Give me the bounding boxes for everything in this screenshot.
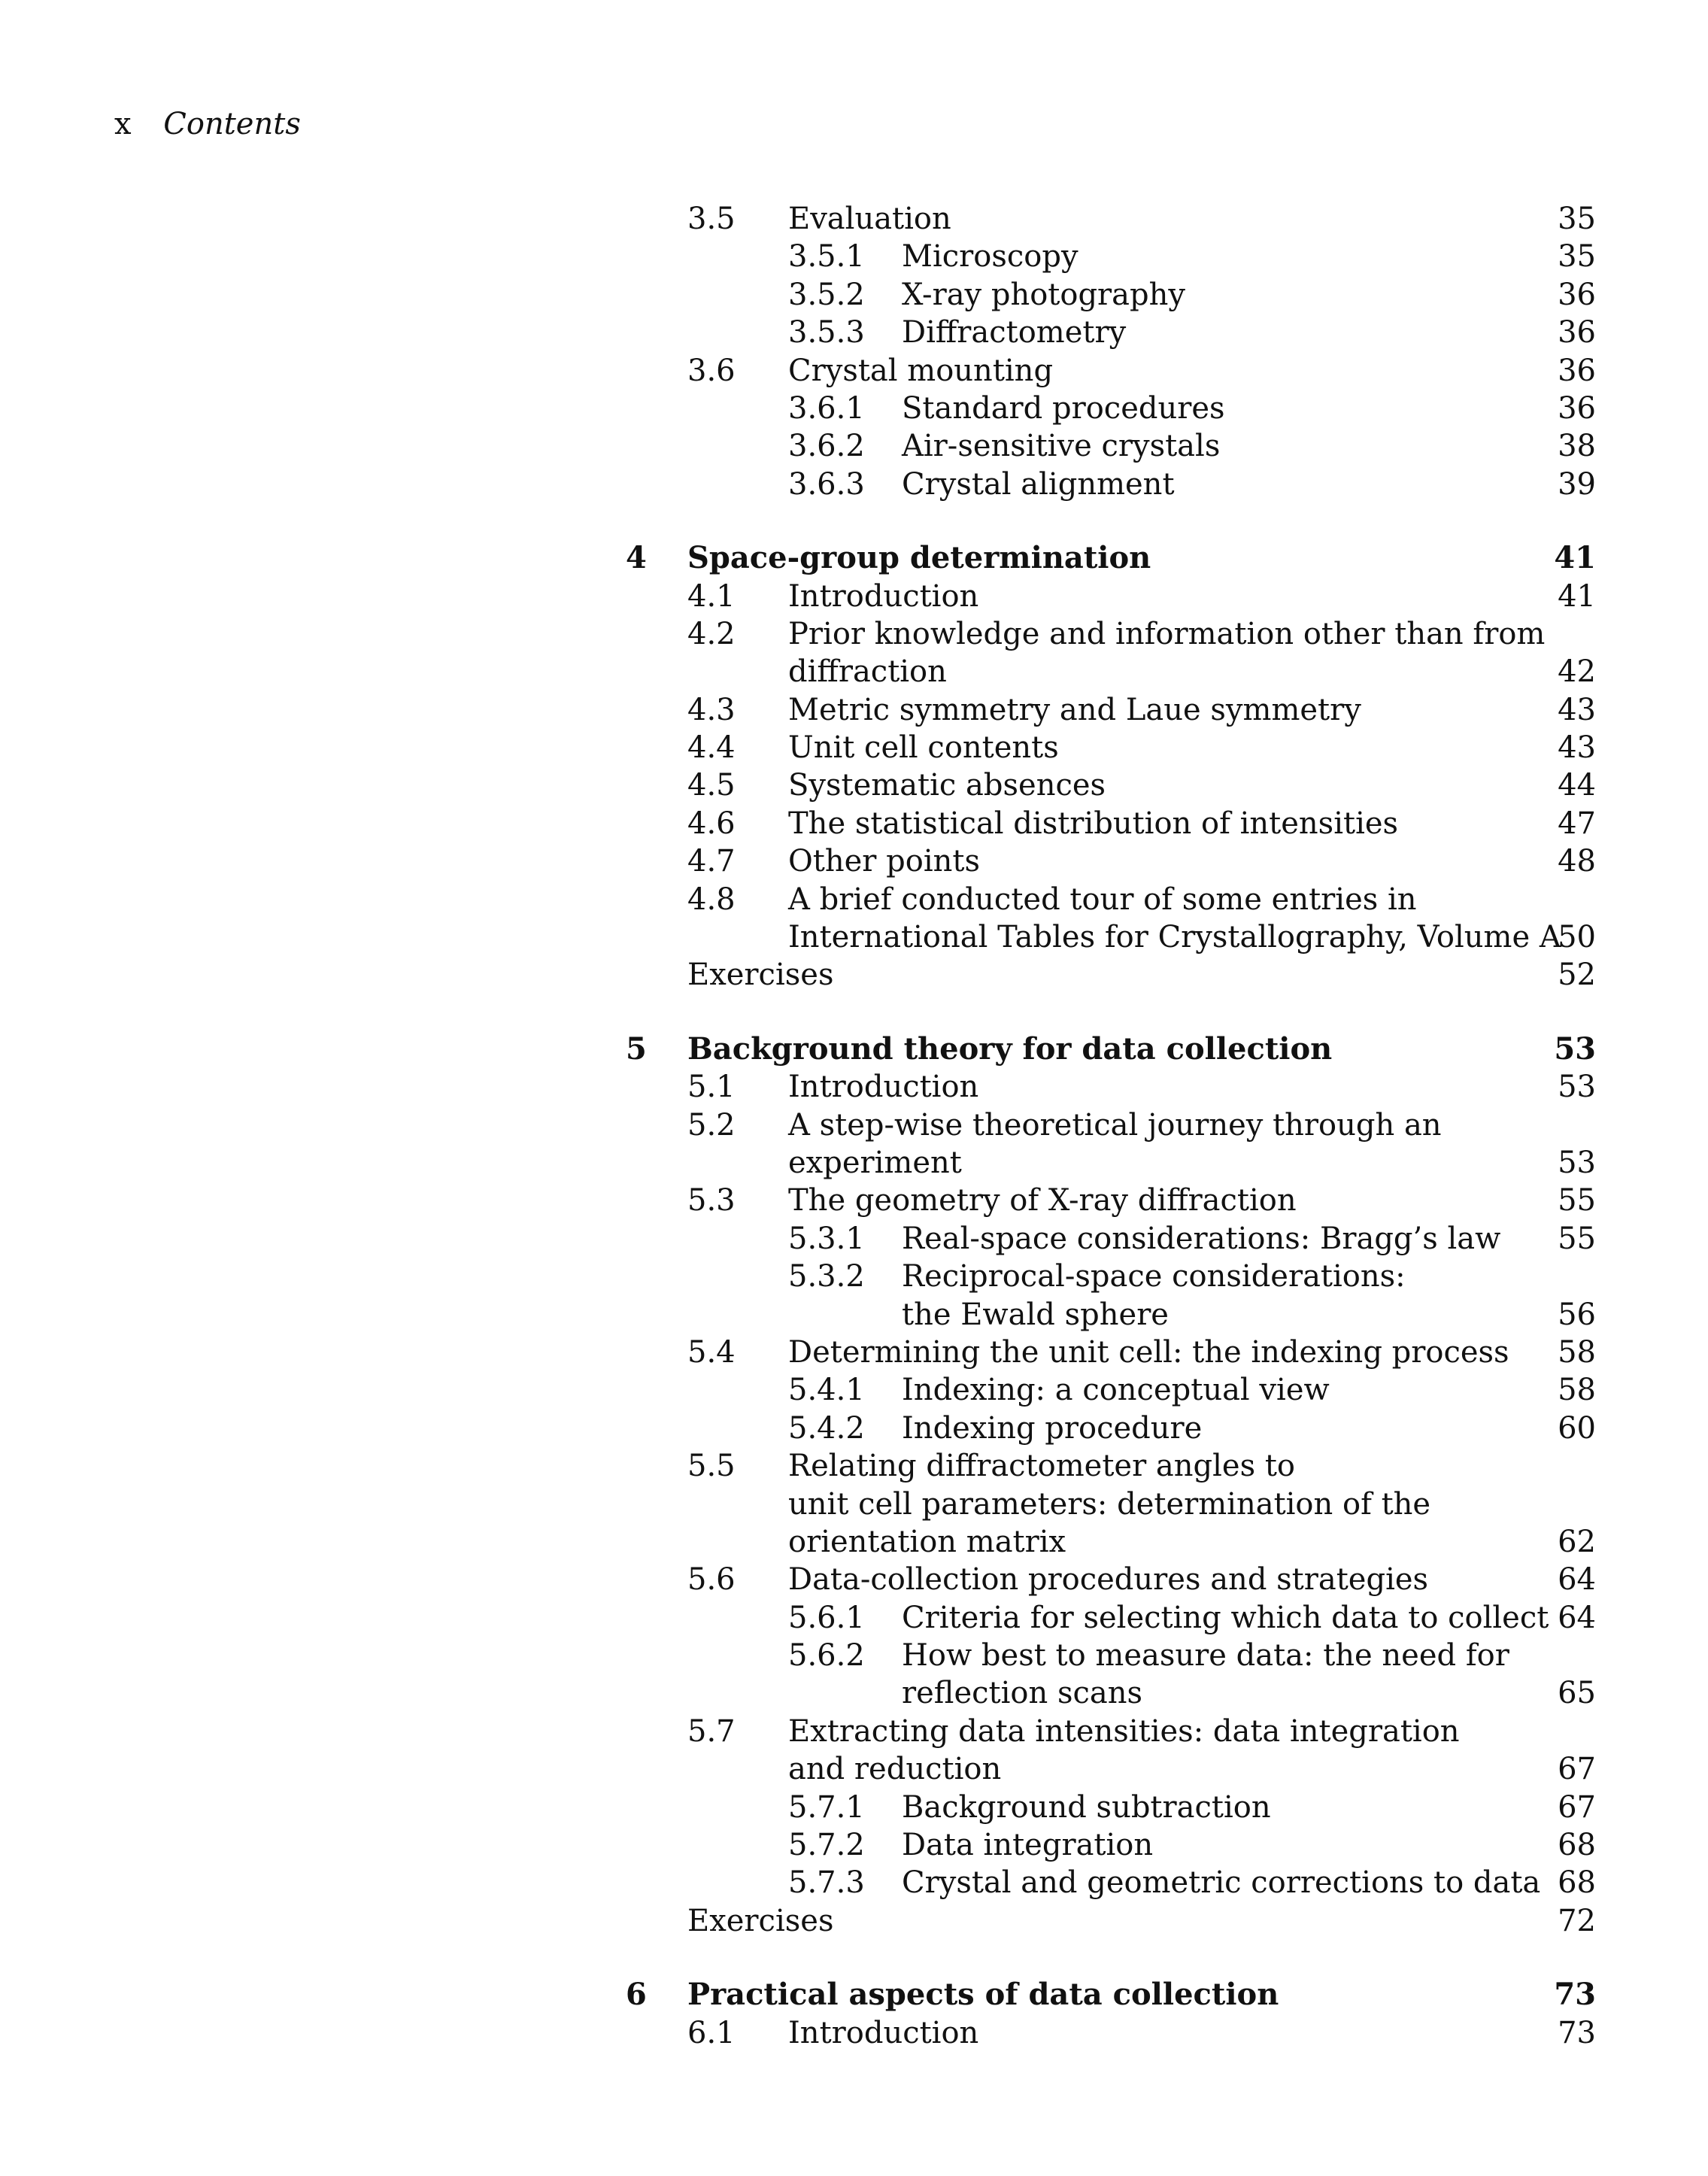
section-number: 6.1: [687, 2015, 736, 2050]
section-title: The statistical distribution of intensities: [788, 806, 1399, 841]
page-number: 41: [1558, 578, 1596, 614]
toc-chapter[interactable]: [0, 1976, 1708, 2014]
toc-subsection[interactable]: [0, 1258, 1708, 1295]
subsection-number: 5.6.2: [788, 1638, 865, 1674]
toc-chapter[interactable]: [0, 539, 1708, 577]
page-number: 35: [1558, 239, 1596, 275]
page-number: 58: [1558, 1334, 1596, 1370]
toc-section-continued[interactable]: [0, 1750, 1708, 1788]
section-number: 4.7: [687, 844, 736, 879]
subsection-title: Standard procedures: [902, 390, 1225, 426]
running-head: [114, 105, 301, 143]
section-title: Determining the unit cell: the indexing process: [788, 1334, 1509, 1370]
section-number: 5.1: [687, 1070, 736, 1105]
chapter-number: 4: [626, 540, 647, 576]
section-title-continued: unit cell parameters: determination of the: [788, 1486, 1431, 1522]
page-number: 56: [1558, 1297, 1596, 1332]
toc-section[interactable]: [0, 881, 1708, 918]
subsection-title: Criteria for selecting which data to collect: [902, 1600, 1549, 1635]
subsection-title: Indexing procedure: [902, 1410, 1203, 1446]
section-number: 4.8: [687, 882, 736, 917]
subsection-number: 5.4.2: [788, 1410, 865, 1446]
subsection-number: 3.6.1: [788, 390, 865, 426]
subsection-number: 5.7.2: [788, 1828, 865, 1863]
section-title: The geometry of X-ray diffraction: [788, 1183, 1297, 1218]
section-number: 3.5: [687, 202, 736, 236]
page-number: 53: [1558, 1070, 1596, 1105]
page-number: 38: [1558, 429, 1596, 464]
page-number: 65: [1558, 1676, 1596, 1711]
toc-section[interactable]: [0, 352, 1708, 390]
section-title-continued: diffraction: [788, 654, 947, 690]
toc-section-continued[interactable]: [0, 1486, 1708, 1523]
toc-subsection[interactable]: [0, 314, 1708, 351]
section-title-continued: experiment: [788, 1145, 962, 1180]
section-number: 4.5: [687, 768, 736, 803]
toc-subsection[interactable]: [0, 238, 1708, 275]
section-title-continued: International Tables for Crystallography, Volume A: [788, 920, 1561, 955]
toc-section[interactable]: [0, 842, 1708, 880]
page-number: 36: [1558, 315, 1596, 351]
subsection-title: Background subtraction: [902, 1789, 1271, 1825]
page-number: 67: [1558, 1752, 1596, 1787]
toc-section[interactable]: [0, 1334, 1708, 1371]
page-number: 52: [1558, 958, 1596, 993]
toc-section[interactable]: [0, 1713, 1708, 1750]
subsection-number: 3.6.2: [788, 429, 865, 464]
table-of-contents: [0, 200, 1708, 2052]
section-title: A brief conducted tour of some entries in: [788, 882, 1417, 917]
section-title: Prior knowledge and information other than from: [788, 616, 1546, 651]
toc-exercises[interactable]: [0, 956, 1708, 994]
toc-chapter[interactable]: [0, 1030, 1708, 1068]
section-number: 4.1: [687, 578, 736, 614]
exercises-title: Exercises: [687, 958, 834, 993]
page-number: 68: [1558, 1865, 1596, 1901]
section-number: 5.6: [687, 1562, 736, 1598]
toc-section[interactable]: [0, 1447, 1708, 1485]
subsection-title: How best to measure data: the need for: [902, 1638, 1509, 1674]
toc-section[interactable]: [0, 1068, 1708, 1106]
section-number: 5.3: [687, 1183, 736, 1218]
page-number: 35: [1558, 202, 1596, 236]
toc-subsection[interactable]: [0, 427, 1708, 465]
page-number: 36: [1558, 390, 1596, 426]
page-number: 44: [1558, 768, 1596, 803]
subsection-number: 3.6.3: [788, 466, 865, 502]
toc-section-continued[interactable]: [0, 1523, 1708, 1561]
toc-section[interactable]: [0, 578, 1708, 615]
page-number: 64: [1558, 1600, 1596, 1635]
page-number: 53: [1558, 1145, 1596, 1180]
section-title: Unit cell contents: [788, 730, 1059, 766]
page-number: 72: [1558, 1903, 1596, 1938]
toc-section-continued[interactable]: [0, 918, 1708, 956]
section-title: Metric symmetry and Laue symmetry: [788, 692, 1361, 727]
page-number: 58: [1558, 1373, 1596, 1408]
toc-section-continued[interactable]: [0, 653, 1708, 690]
toc-section-continued[interactable]: [0, 1144, 1708, 1182]
subsection-title: Reciprocal-space considerations:: [902, 1259, 1406, 1294]
page-number: 53: [1554, 1030, 1596, 1067]
section-title: Relating diffractometer angles to: [788, 1449, 1295, 1484]
subsection-number: 5.4.1: [788, 1373, 865, 1408]
page-number: 50: [1558, 920, 1596, 955]
subsection-title: X-ray photography: [902, 277, 1185, 312]
page-number: 55: [1558, 1183, 1596, 1218]
subsection-number: 5.7.1: [788, 1789, 865, 1825]
toc-subsection[interactable]: [0, 1599, 1708, 1637]
section-title-continued: orientation matrix: [788, 1524, 1066, 1559]
page-number: 41: [1554, 540, 1596, 576]
section-number: 5.2: [687, 1107, 736, 1143]
subsection-number: 3.5.2: [788, 277, 865, 312]
toc-section[interactable]: [0, 691, 1708, 729]
subsection-title: Air-sensitive crystals: [902, 429, 1221, 464]
page-number: 55: [1558, 1221, 1596, 1256]
toc-section[interactable]: [0, 200, 1708, 238]
toc-subsection[interactable]: [0, 1371, 1708, 1409]
subsection-title: Crystal and geometric corrections to data: [902, 1865, 1541, 1901]
chapter-number: 5: [626, 1030, 647, 1067]
page-number: 43: [1558, 692, 1596, 727]
subsection-title: Microscopy: [902, 239, 1078, 275]
section-title: Extracting data intensities: data integration: [788, 1713, 1460, 1749]
toc-subsection[interactable]: [0, 1637, 1708, 1674]
section-title-continued: and reduction: [788, 1752, 1002, 1787]
page-number: 73: [1554, 1977, 1596, 2013]
toc-subsection-continued[interactable]: [0, 1296, 1708, 1334]
toc-subsection-continued[interactable]: [0, 1674, 1708, 1712]
page-number: 67: [1558, 1789, 1596, 1825]
chapter-title: Practical aspects of data collection: [687, 1977, 1279, 2013]
toc-exercises[interactable]: [0, 1902, 1708, 1940]
page-folio: x: [114, 107, 132, 141]
section-title: A step-wise theoretical journey through an: [788, 1107, 1442, 1143]
page-number: 43: [1558, 730, 1596, 766]
toc-section[interactable]: [0, 2014, 1708, 2052]
section-number: 3.6: [687, 353, 736, 388]
chapter-title: Background theory for data collection: [687, 1030, 1333, 1067]
subsection-number: 5.7.3: [788, 1865, 865, 1901]
subsection-number: 3.5.1: [788, 239, 865, 275]
page-number: 36: [1558, 353, 1596, 388]
section-title: Other points: [788, 844, 980, 879]
section-number: 4.4: [687, 730, 736, 766]
toc-subsection[interactable]: [0, 1864, 1708, 1901]
exercises-title: Exercises: [687, 1903, 834, 1938]
toc-subsection[interactable]: [0, 1220, 1708, 1258]
toc-section[interactable]: [0, 729, 1708, 766]
section-number: 5.5: [687, 1449, 736, 1484]
section-number: 4.3: [687, 692, 736, 727]
toc-section[interactable]: [0, 1106, 1708, 1144]
page-number: 39: [1558, 466, 1596, 502]
subsection-number: 3.5.3: [788, 315, 865, 351]
toc-subsection[interactable]: [0, 1410, 1708, 1447]
toc-section[interactable]: [0, 766, 1708, 804]
page-number: 62: [1558, 1524, 1596, 1559]
subsection-title: Indexing: a conceptual view: [902, 1373, 1330, 1408]
subsection-title: Real-space considerations: Bragg’s law: [902, 1221, 1501, 1256]
section-title: Introduction: [788, 2015, 979, 2050]
section-number: 5.4: [687, 1334, 736, 1370]
subsection-number: 5.3.1: [788, 1221, 865, 1256]
subsection-title: Diffractometry: [902, 315, 1127, 351]
page-number: 68: [1558, 1828, 1596, 1863]
toc-subsection[interactable]: [0, 390, 1708, 427]
page-number: 60: [1558, 1410, 1596, 1446]
subsection-title-continued: the Ewald sphere: [902, 1297, 1169, 1332]
subsection-title: Data integration: [902, 1828, 1154, 1863]
toc-subsection[interactable]: [0, 276, 1708, 314]
chapter-title: Space-group determination: [687, 540, 1151, 576]
toc-subsection[interactable]: [0, 1826, 1708, 1864]
running-title: Contents: [163, 107, 301, 141]
subsection-title: Crystal alignment: [902, 466, 1175, 502]
toc-section[interactable]: [0, 1561, 1708, 1598]
section-title: Data-collection procedures and strategies: [788, 1562, 1429, 1598]
page-number: 36: [1558, 277, 1596, 312]
subsection-number: 5.3.2: [788, 1259, 865, 1294]
toc-subsection[interactable]: [0, 1789, 1708, 1826]
section-title: Introduction: [788, 578, 979, 614]
chapter-number: 6: [626, 1977, 647, 2013]
section-title: Systematic absences: [788, 768, 1106, 803]
page-number: 42: [1558, 654, 1596, 690]
toc-section[interactable]: [0, 805, 1708, 842]
toc-section[interactable]: [0, 1182, 1708, 1219]
section-number: 5.7: [687, 1713, 736, 1749]
toc-subsection[interactable]: [0, 466, 1708, 503]
section-title: Evaluation: [788, 202, 951, 236]
section-number: 4.2: [687, 616, 736, 651]
subsection-number: 5.6.1: [788, 1600, 865, 1635]
page-number: 64: [1558, 1562, 1596, 1598]
page-number: 73: [1558, 2015, 1596, 2050]
section-number: 4.6: [687, 806, 736, 841]
toc-section[interactable]: [0, 615, 1708, 653]
page-number: 48: [1558, 844, 1596, 879]
subsection-title-continued: reflection scans: [902, 1676, 1143, 1711]
section-title: Introduction: [788, 1070, 979, 1105]
page-number: 47: [1558, 806, 1596, 841]
section-title: Crystal mounting: [788, 353, 1054, 388]
